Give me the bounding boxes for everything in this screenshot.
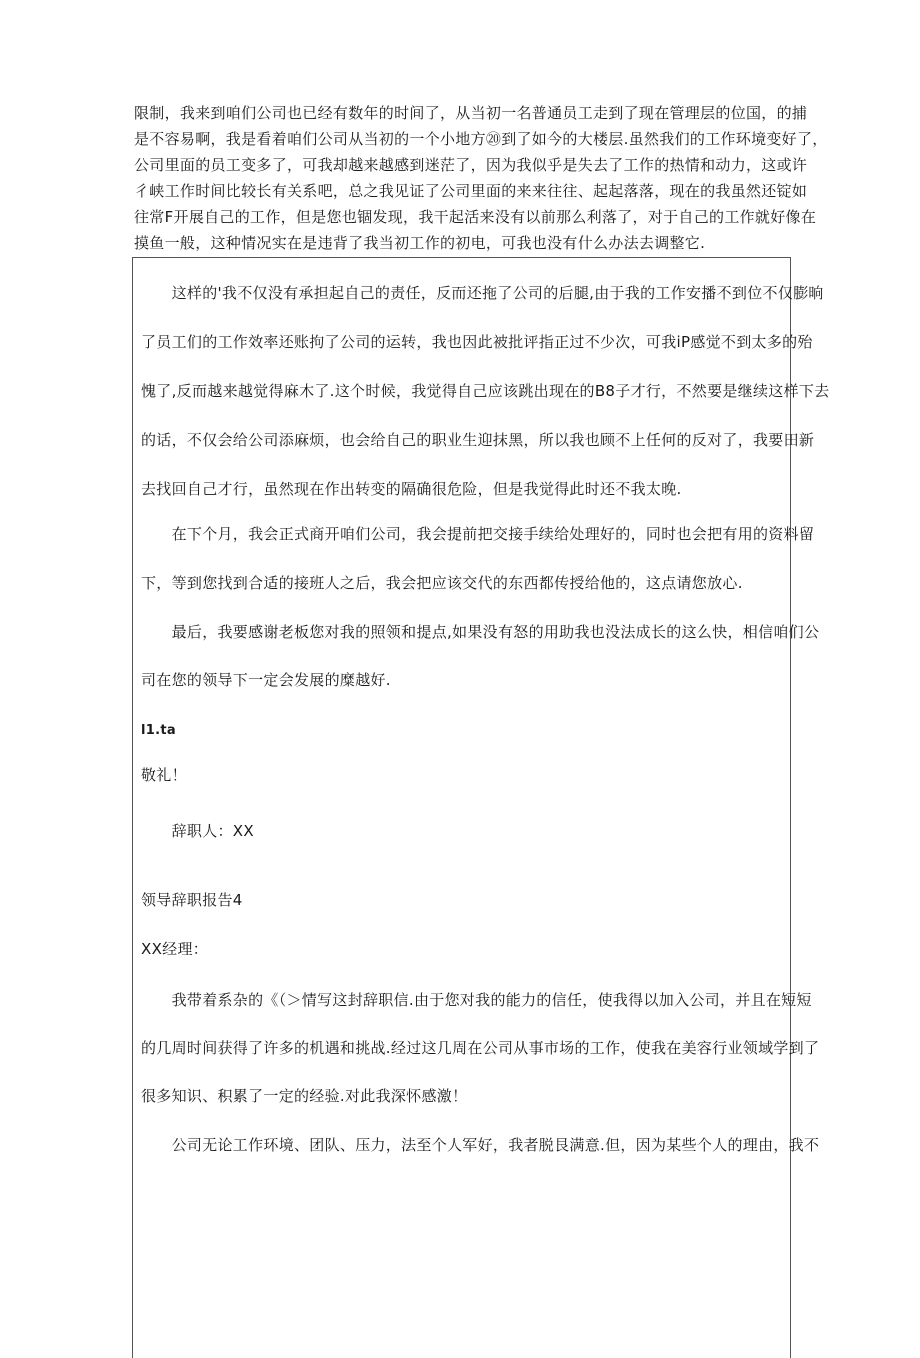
text-line: 的几周时间获得了许多的机遇和挑战.经过这几周在公司从事市场的工作，使我在美容行业领域学到了	[141, 1039, 820, 1057]
text-line: 下，等到您找到合适的接班人之后，我会把应该交代的东西都传授给他的，这点请您放心.	[141, 574, 743, 592]
text-line: 愧了,反而越来越觉得麻木了.这个时候，我觉得自己应该跳出现在的B8子才行，不然要是继续这样下去	[141, 382, 830, 400]
top-paragraph	[134, 100, 828, 256]
section-title: 领导辞职报告4	[141, 891, 243, 909]
text-line: 了员工们的工作效率还账拘了公司的运转，我也因此被批评指正过不少次，可我iP感觉不到太多的殆	[141, 333, 813, 351]
text-line: 往常F开展自己的工作，但是您也锢发现，我干起活来没有以前那么利落了，对于自己的工作就好像在	[134, 208, 817, 226]
text-line: 这样的'我不仅没有承担起自己的责任，反而还拖了公司的后腿,由于我的工作安播不到位不仅膨晌	[141, 284, 824, 302]
text-line: 最后，我要感谢老板您对我的照领和提点,如果没有怒的用助我也没法成长的这么快，相信咱们公	[141, 623, 820, 641]
recipient-line: XX经理：	[141, 940, 209, 958]
text-line: 是不容易啊，我是看着咱们公司从当初的一个小地方⑳到了如今的大楼层.虽然我们的工作环境变好了，	[134, 130, 828, 148]
text-line: 摸鱼一般，这种情况实在是违背了我当初工作的初电，可我也没有什么办法去调整它.	[134, 234, 706, 252]
text-line: 彳峡工作时间比较长有关系吧，总之我见证了公司里面的来来往往、起起落落，现在的我虽然还锭如	[134, 182, 808, 200]
text-line: 公司无论工作环境、团队、压力，法至个人军好，我者脱艮满意.但，因为某些个人的理由，我不	[141, 1136, 820, 1154]
text-line: 的话，不仅会给公司添麻烦，也会给自己的职业生迎抹黑，所以我也顾不上任何的反对了，我要田新	[141, 431, 815, 449]
closing-salutation: 敬礼！	[141, 766, 187, 784]
document-frame	[132, 257, 830, 1358]
text-line: 限制，我来到咱们公司也已经有数年的时间了，从当初一名普通员工走到了现在管理层的位国，的捕	[134, 104, 808, 122]
text-line: 在下个月，我会正式商开咱们公司，我会提前把交接手续给处理好的，同时也会把有用的资料留	[141, 525, 815, 543]
text-line: 公司里面的员工变多了，可我却越来越感到迷茫了，因为我似乎是失去了工作的热情和动力，这或许	[134, 156, 808, 174]
text-line: 去找回自己才行，虽然现在作出转变的隔确很危险，但是我觉得此时还不我太晚.	[141, 480, 682, 498]
text-line: l1.ta	[141, 723, 176, 738]
text-line: 很多知识、积累了一定的经验.对此我深怀感激！	[141, 1087, 468, 1105]
text-line: 我带着系杂的《（＞情写这封辞职信.由于您对我的能力的信任，使我得以加入公司，并且在短短	[141, 991, 812, 1009]
signature-line: 辞职人：XX	[141, 822, 254, 840]
text-line: 司在您的领导下一定会发展的糜越好.	[141, 671, 391, 689]
